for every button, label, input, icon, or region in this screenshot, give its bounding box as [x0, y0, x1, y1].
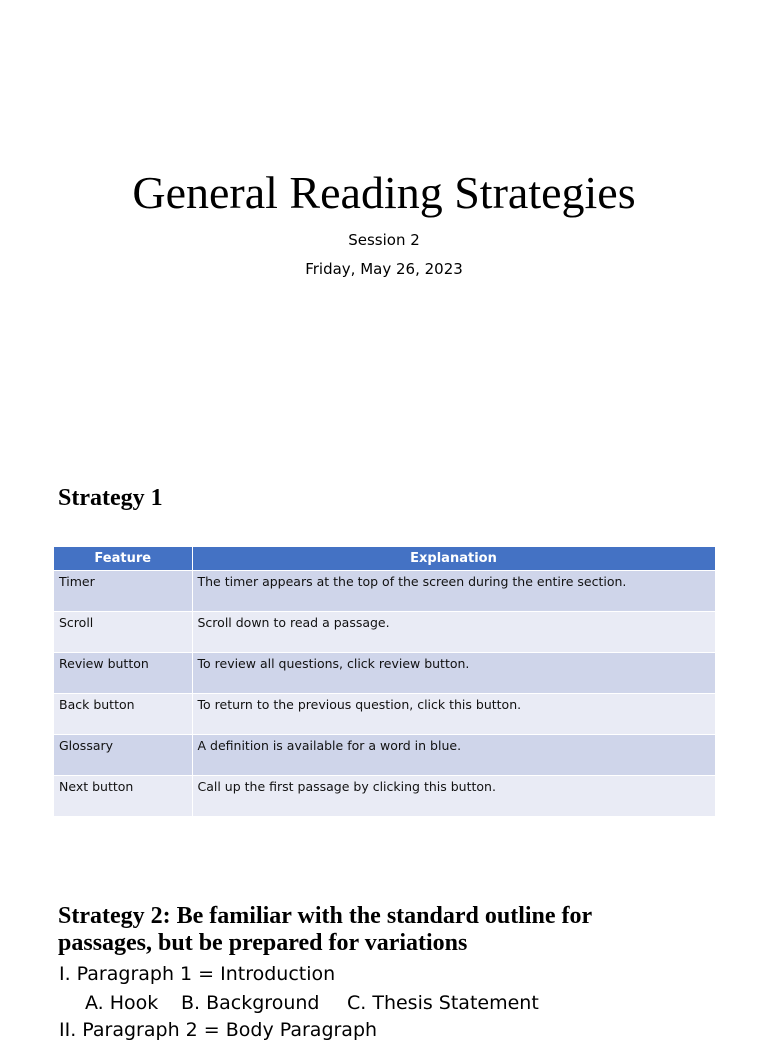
outline-sub-a: A. Hook: [85, 992, 159, 1014]
feature-cell: Timer: [54, 571, 192, 612]
table-row: [54, 694, 715, 735]
column-header-explanation: Explanation: [192, 547, 715, 571]
feature-cell: Next button: [54, 776, 192, 817]
table-row: [54, 571, 715, 612]
page-title: General Reading Strategies: [132, 167, 636, 218]
column-header-feature: Feature: [54, 547, 192, 571]
table-row: [54, 735, 715, 776]
table-row: [54, 612, 715, 653]
feature-cell: Scroll: [54, 612, 192, 653]
explanation-cell: Scroll down to read a passage.: [192, 612, 715, 653]
date-label: Friday, May 26, 2023: [305, 260, 463, 278]
strategy-2-heading-line-2: passages, but be prepared for variations: [58, 930, 468, 956]
explanation-cell: Call up the first passage by clicking this button.: [192, 776, 715, 817]
feature-cell: Review button: [54, 653, 192, 694]
feature-cell: Glossary: [54, 735, 192, 776]
explanation-cell: To return to the previous question, click this button.: [192, 694, 715, 735]
outline-sub-b: B. Background: [181, 992, 320, 1014]
strategy-2-heading-line-1: Strategy 2: Be familiar with the standard outline for: [58, 903, 593, 929]
features-table: [54, 547, 716, 816]
outline-item-1: I. Paragraph 1 = Introduction: [59, 963, 336, 985]
outline-item-2: II. Paragraph 2 = Body Paragraph: [59, 1019, 378, 1041]
session-label: Session 2: [348, 231, 420, 249]
explanation-cell: A definition is available for a word in blue.: [192, 735, 715, 776]
explanation-cell: The timer appears at the top of the screen during the entire section.: [192, 571, 715, 612]
outline-sub-c: C. Thesis Statement: [347, 992, 539, 1014]
explanation-cell: To review all questions, click review button.: [192, 653, 715, 694]
strategy-1-heading: Strategy 1: [58, 485, 163, 511]
table-row: [54, 776, 715, 817]
table-header-row: [54, 547, 715, 571]
table-row: [54, 653, 715, 694]
feature-cell: Back button: [54, 694, 192, 735]
